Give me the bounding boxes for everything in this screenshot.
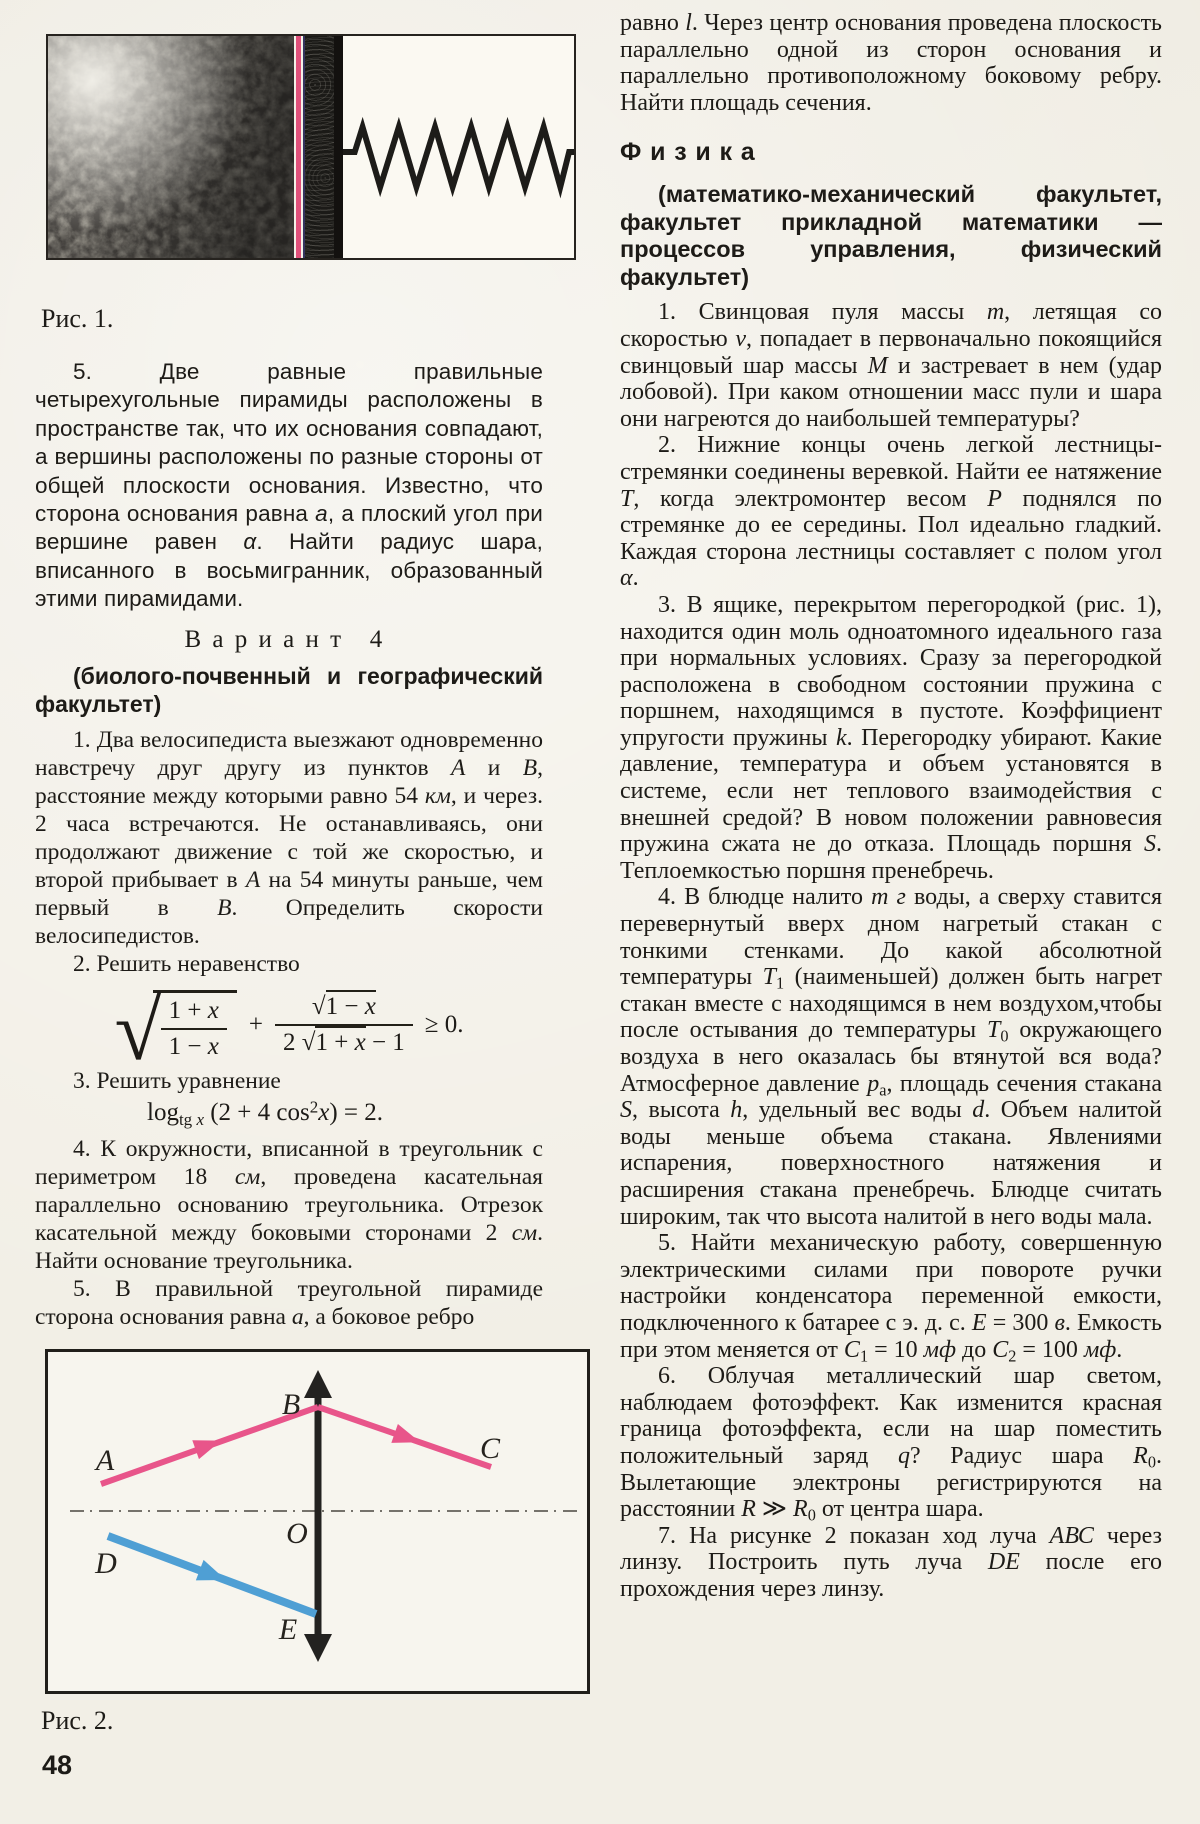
denominator-coefficient: 2 xyxy=(282,1029,302,1057)
figure-2-caption: Рис. 2. xyxy=(41,1705,114,1735)
fraction-denominator-radicand: 1 + x xyxy=(315,1026,365,1056)
problem-phys-2: 2. Нижние концы очень легкой лестницы-стремянки соединены веревкой. Найти ее натяжение T, когда электромонтер весом P поднялся по стремянке до ее середины. Пол идеально гладкий. Каждая сторона лестницы составляет с полом угол α. xyxy=(620,432,1162,592)
right-column xyxy=(620,0,1162,1602)
figure-1-caption: Рис. 1. xyxy=(41,304,114,333)
label-e: E xyxy=(278,1612,298,1646)
problem-phys-5: 5. Найти механическую работу, совершенную электрическими силами при повороте ручки настройки конденсатора переменной емкости, подключенного к батарее с э. д. с. Е = 300 в. Емкость при этом меняется от $С_1 = 10$ мф до $С_2 = 100$ мф. xyxy=(620,1230,1162,1366)
big-radical xyxy=(114,982,236,1079)
relation-sign: ≥ 0. xyxy=(424,1011,464,1039)
faculty-heading-right: (математико-механический факультет, факультет прикладной математики — процессов управления, физический факультет) xyxy=(620,181,1162,290)
small-radical-sign-2: √ xyxy=(301,1029,316,1057)
inequality-formula xyxy=(35,982,543,1079)
problem-phys-1: 1. Свинцовая пуля массы m, летящая со скоростью v, попадает в первоначально покоящийся свинцовый шар массы M и застревает в нем (удар лобовой). При каком отношении масс пули и шара они нагреются до наибольшей температуры? xyxy=(620,299,1162,432)
ray-b-c xyxy=(318,1407,491,1467)
denominator-tail: − 1 xyxy=(365,1029,405,1057)
gas-noise-region xyxy=(48,36,294,258)
small-radical-sign: √ xyxy=(311,993,326,1021)
problem-math-1: 1. Два велосипедиста выезжают одновременно навстречу друг другу из пунктов А и В, расстояние между которыми равно 54 км, и через. 2 часа встречаются. Не останавливаясь, они продолжают движение с той же скоростью, и второй прибывает в А на 54 минуты раньше, чем первый в В. Определить скорости велосипедистов. xyxy=(35,726,544,949)
fraction-numerator-radicand: 1 − x xyxy=(326,990,376,1020)
lens-arrow-icon xyxy=(304,1370,332,1662)
radical-sign-icon: √ xyxy=(114,982,162,1079)
problem-math-2-label: 2. Решить неравенство xyxy=(73,950,300,977)
figure-2 xyxy=(45,1349,590,1694)
problem-phys-3: 3. В ящике, перекрытом перегородкой (рис. 1), находится один моль одноатомного идеального газа при нормальных условиях. Сразу за перегородкой расположена в свободном состоянии пружина с поршнем, находящимся в пустоте. Коэффициент упругости пружины k. Перегородку убирают. Какие давление, температура и объем установятся в системе, если нет теплового взаимодействия с внешней средой? В новом положении равновесия пружина сжата не до отказа. Площадь поршня S. Теплоемкостью поршня пренебречь. xyxy=(620,591,1162,884)
problem-math-4: 4. К окружности, вписанной в треугольник с периметром 18 см, проведена касательная параллельно основанию треугольника. Отрезок касательной между боковыми сторонами 2 см. Найти основание треугольника. xyxy=(35,1135,543,1274)
problem-phys-7: 7. На рисунке 2 показан ход луча АВС через линзу. Построить путь луча DE после его прохождения через линзу. xyxy=(620,1522,1163,1602)
faculty-heading-left: (биолого-почвенный и географический факультет) xyxy=(35,662,543,717)
lens-ray-diagram xyxy=(48,1352,587,1691)
label-c: C xyxy=(479,1431,501,1465)
ray-d-e xyxy=(108,1536,316,1614)
label-o: O xyxy=(286,1516,308,1550)
page-number: 48 xyxy=(42,1750,73,1780)
second-fraction xyxy=(275,993,413,1057)
logarithm-equation: $\log_{tg x} (2 + 4$ $\cos^2x) = 2$. xyxy=(147,1097,384,1129)
label-d: D xyxy=(95,1546,117,1580)
label-a: A xyxy=(95,1443,115,1477)
variant-heading: Вариант 4 xyxy=(184,625,394,653)
noise-shading-overlay xyxy=(48,36,294,258)
problem-phys-6: 6. Облучая металлический шар светом, наблюдаем фотоэффект. Как изменится красная граница фотоэффекта, если на шар поместить положительный заряд q? Радиус шара $R_0$. Вылетающие электроны регистрируются на расстоянии R ≫ $R_0$ от центра шара. xyxy=(620,1363,1162,1525)
continuation-paragraph: равно l. Через центр основания проведена плоскость параллельно одной из сторон основания и параллельно противоположному боковому ребру. Найти площадь сечения. xyxy=(620,10,1163,116)
piston-dark-band xyxy=(305,36,334,258)
left-column xyxy=(35,0,543,1736)
plus-sign: + xyxy=(248,1011,263,1039)
radicand-numerator: 1 + x xyxy=(168,996,219,1024)
spring-region xyxy=(343,36,574,258)
problem-math-3-label: 3. Решить уравнение xyxy=(73,1067,281,1094)
figure-1 xyxy=(46,34,576,260)
piston-black-bar xyxy=(334,36,343,258)
physics-heading: Физика xyxy=(620,138,764,167)
problem-geometry-5: 5. Две равные правильные четырехугольные пирамиды расположены в пространстве так, что их основания совпадают, а вершины расположены по разные стороны от общей плоскости основания. Известно, что сторона основания равна a, а плоский угол при вершине равен α. Найти радиус шара, вписанного в восьмигранник, образованный этими пирамидами. xyxy=(35,359,543,612)
spring-icon xyxy=(343,36,574,258)
problem-math-5: 5. В правильной треугольной пирамиде сторона основания равна a, а боковое ребро xyxy=(35,1275,543,1330)
radicand-denominator: 1 − x xyxy=(161,1028,227,1061)
label-b: B xyxy=(281,1387,301,1421)
problem-phys-4: 4. В блюдце налито m г воды, а сверху ставится перевернутый вверх дном нагретый стакан с тонкими стенками. До какой абсолютной температуры $T_1$ (наименьшей) должен быть нагрет стакан вместе с находящимся в нем воздухом,чтобы после остывания до температуры $T_0$ окружающего воздуха в него оказалась бы втянутой вся вода? Атмосферное давление $p_а$, площадь сечения стакана S, высота h, удельный вес воды d. Объем налитой воды меньше объема стакана. Явлениями испарения, поверхностного натяжения и расширения стакана пренебречь. Блюдце считать широким, так что высота налитой в него воды мала. xyxy=(620,884,1163,1230)
